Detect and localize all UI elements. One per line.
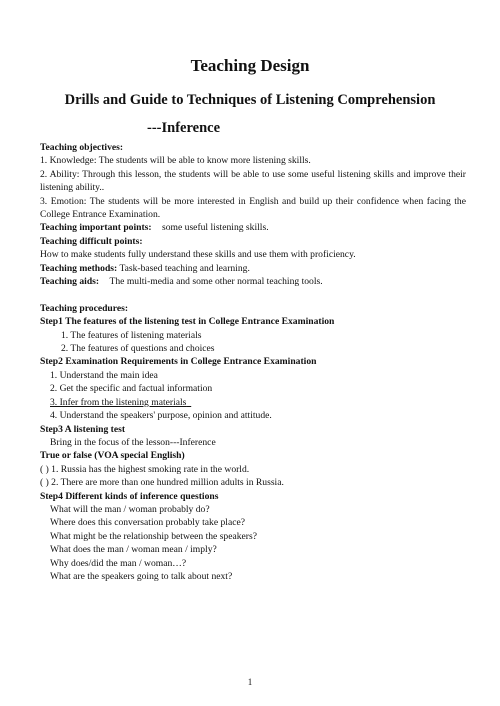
important-points-label: Teaching important points: bbox=[40, 222, 152, 234]
true-false-item: ( ) 2. There are more than one hundred million adults in Russia. bbox=[40, 477, 284, 489]
document-body bbox=[40, 141, 466, 583]
objective-item: 2. Ability: Through this lesson, the students will be able to use some useful listening skills and improve their listening ability.. bbox=[40, 168, 466, 194]
teaching-aids-value: The multi-media and some other normal teaching tools. bbox=[109, 276, 323, 288]
step4-question: What might be the relationship between the speakers? bbox=[50, 530, 257, 542]
step4-question: What does the man / woman mean / imply? bbox=[50, 544, 217, 556]
teaching-methods-value: Task-based teaching and learning. bbox=[119, 262, 250, 274]
step1-item: 2. The features of questions and choices bbox=[61, 343, 215, 355]
step1-item: 1. The features of listening materials bbox=[61, 329, 202, 341]
step4-question: Why does/did the man / woman…? bbox=[50, 557, 187, 569]
step4-title: Step4 Different kinds of inference questions bbox=[40, 490, 219, 502]
page-number: 1 bbox=[247, 677, 253, 687]
teaching-aids-label: Teaching aids: bbox=[40, 276, 100, 288]
step2-item-underlined bbox=[40, 396, 466, 409]
true-false-item: ( ) 1. Russia has the highest smoking rate in the world. bbox=[40, 463, 250, 475]
step4-question: Where does this conversation probably take place? bbox=[50, 517, 245, 529]
difficult-points-value: How to make students fully understand these skills and use them with proficiency. bbox=[40, 249, 356, 261]
step3-title: Step3 A listening test bbox=[40, 423, 126, 435]
procedures-heading: Teaching procedures: bbox=[40, 302, 129, 314]
objective-item: 3. Emotion: The students will be more interested in English and build up their confidence when facing the College Entrance Examination. bbox=[40, 195, 466, 221]
teaching-methods-label: Teaching methods: bbox=[40, 262, 118, 274]
step1-title: Step1 The features of the listening test in College Entrance Examination bbox=[40, 316, 335, 328]
lesson-topic: ---Inference bbox=[147, 120, 221, 136]
step2-item: 4. Understand the speakers' purpose, opinion and attitude. bbox=[50, 410, 272, 422]
step4-question: What are the speakers going to talk about next? bbox=[50, 570, 233, 582]
teaching-aids bbox=[40, 275, 466, 288]
page-title: Teaching Design bbox=[190, 56, 310, 75]
step2-item: 2. Get the specific and factual information bbox=[50, 383, 213, 395]
objective-item: 1. Knowledge: The students will be able to know more listening skills. bbox=[40, 155, 311, 167]
step2-item-text: 3. Infer from the listening materials bbox=[50, 396, 187, 408]
step2-title: Step2 Examination Requirements in College Entrance Examination bbox=[40, 356, 317, 368]
teaching-methods bbox=[40, 262, 466, 275]
lesson-subtitle: Drills and Guide to Techniques of Listening Comprehension bbox=[64, 92, 436, 108]
important-points bbox=[40, 221, 466, 234]
objectives-heading: Teaching objectives: bbox=[40, 142, 124, 153]
step3-line: Bring in the focus of the lesson---Inference bbox=[50, 436, 216, 448]
step2-item: 1. Understand the main idea bbox=[50, 369, 158, 381]
difficult-points-label: Teaching difficult points: bbox=[40, 235, 143, 247]
true-false-heading: True or false (VOA special English) bbox=[40, 450, 185, 462]
step4-question: What will the man / woman probably do? bbox=[50, 503, 210, 515]
important-points-value: some useful listening skills. bbox=[162, 222, 269, 234]
